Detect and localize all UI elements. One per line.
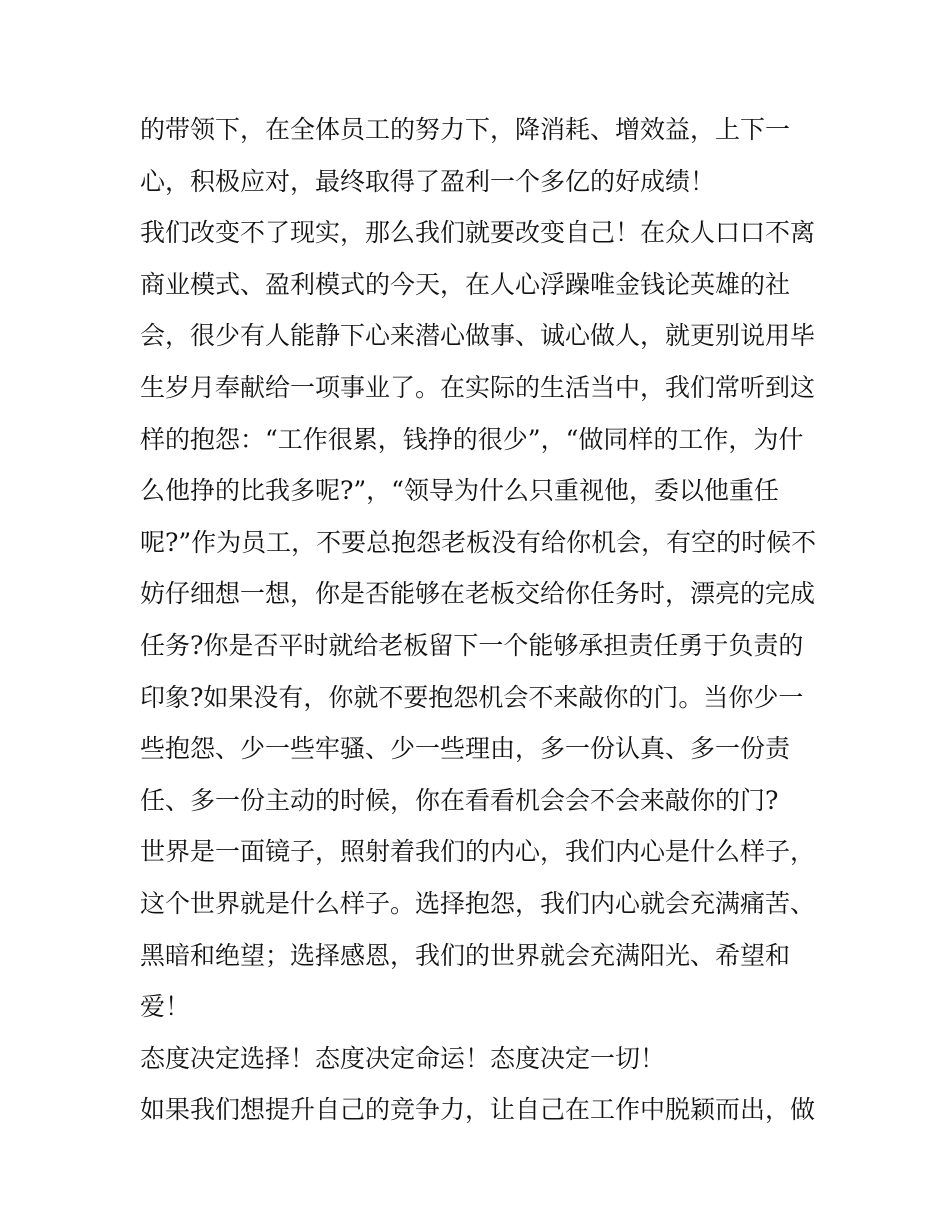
text-line: 这个世界就是什么样子。选择抱怨，我们内心就会充满痛苦、 (140, 888, 816, 918)
text-line: 印象?如果没有，你就不要抱怨机会不来敲你的门。当你少一 (140, 682, 804, 712)
text-line: 生岁月奉献给一项事业了。在实际的生活当中，我们常听到这 (140, 372, 816, 402)
text-line: 任、多一份主动的时候，你在看看机会会不会来敲你的门? (140, 785, 779, 815)
text-line: 商业模式、盈利模式的今天，在人心浮躁唯金钱论英雄的社 (140, 269, 791, 299)
text-line: 么他挣的比我多呢?”，“领导为什么只重视他，委以他重任 (140, 476, 779, 506)
text-line: 态度决定选择！态度决定命运！态度决定一切！ (140, 1043, 666, 1073)
text-line: 些抱怨、少一些牢骚、少一些理由，多一份认真、多一份责 (140, 734, 791, 764)
text-line: 心，积极应对，最终取得了盈利一个多亿的好成绩！ (140, 166, 716, 196)
text-line: 样的抱怨：“工作很累，钱挣的很少”，“做同样的工作，为什 (140, 424, 804, 454)
text-line: 世界是一面镜子，照射着我们的内心，我们内心是什么样子， (140, 837, 816, 867)
text-line: 如果我们想提升自己的竞争力，让自己在工作中脱颖而出，做 (140, 1095, 816, 1125)
text-line: 会，很少有人能静下心来潜心做事、诚心做人，就更别说用毕 (140, 321, 816, 351)
text-line: 的带领下，在全体员工的努力下，降消耗、增效益，上下一 (140, 115, 791, 144)
text-line: 爱！ (140, 992, 191, 1022)
text-line: 黑暗和绝望；选择感恩，我们的世界就会充满阳光、希望和 (140, 940, 791, 970)
text-line: 呢?”作为员工，不要总抱怨老板没有给你机会，有空的时候不 (140, 527, 817, 557)
text-line: 任务?你是否平时就给老板留下一个能够承担责任勇于负责的 (140, 630, 804, 660)
body-text (140, 104, 820, 1136)
text-line: 我们改变不了现实，那么我们就要改变自己！在众人口口不离 (140, 218, 816, 248)
text-line: 妨仔细想一想，你是否能够在老板交给你任务时，漂亮的完成 (140, 579, 816, 609)
